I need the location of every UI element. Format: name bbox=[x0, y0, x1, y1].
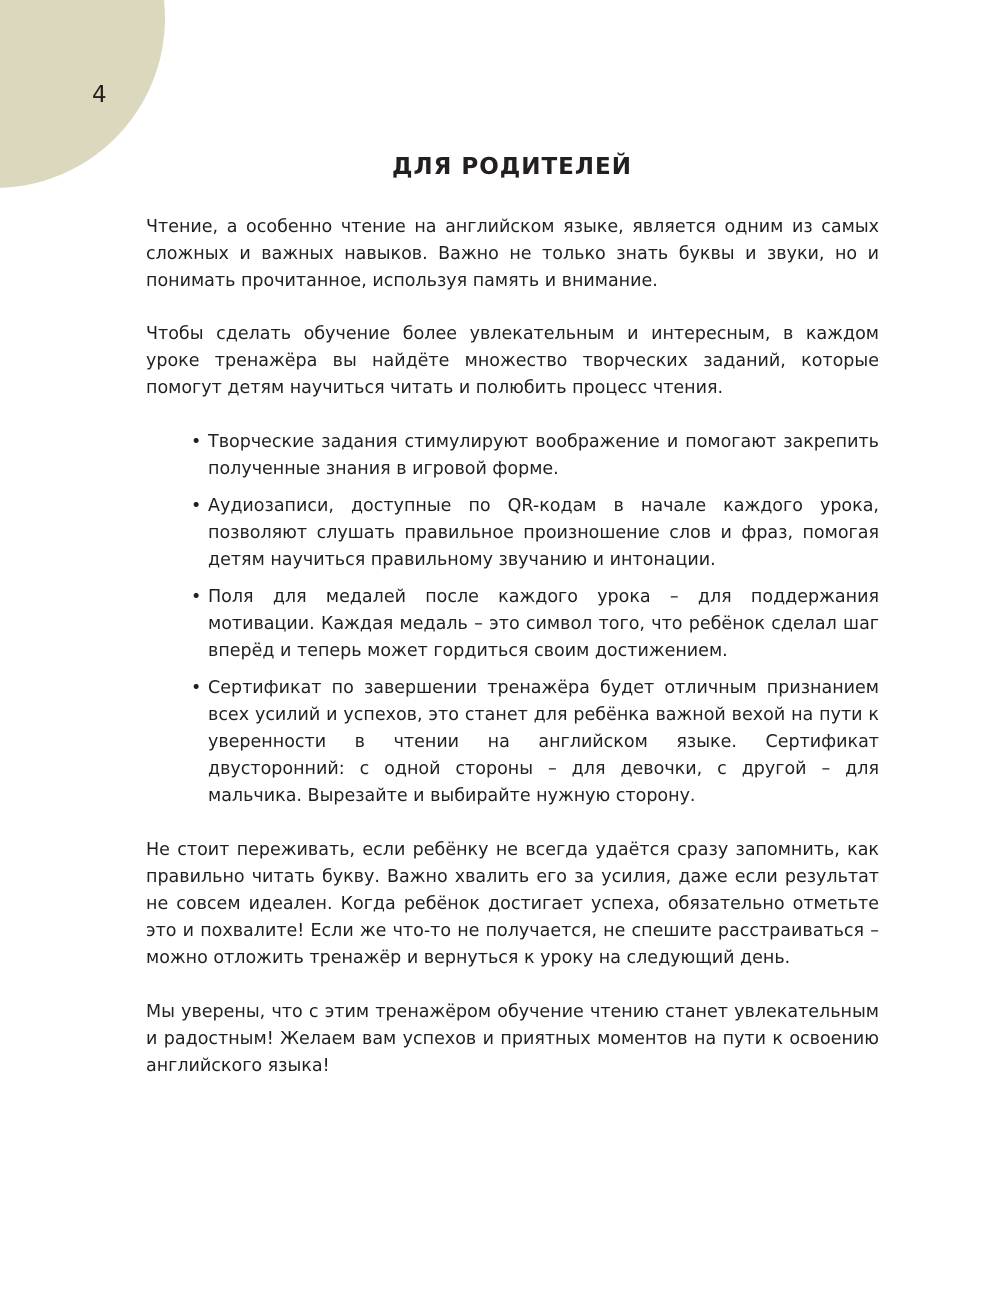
intro-paragraph: Чтение, а особенно чтение на английском языке, является одним из самых сложных и важных навыков. Важно не только знать буквы и звуки, но и понимать прочитанное, используя память и внимание. bbox=[146, 217, 879, 291]
main-content bbox=[146, 214, 879, 1080]
list-item bbox=[146, 493, 879, 574]
list-item-text: Поля для медалей после каждого урока – для поддержания мотивации. Каждая медаль – это символ того, что ребёнок сделал шаг вперёд и теперь может гордиться своим достижением. bbox=[208, 587, 879, 661]
page-title: ДЛЯ РОДИТЕЛЕЙ bbox=[392, 154, 632, 180]
list-item bbox=[146, 675, 879, 810]
list-item-text: Творческие задания стимулируют воображение и помогают закрепить полученные знания в игровой форме. bbox=[208, 432, 879, 479]
features-list bbox=[146, 429, 879, 810]
bullet-icon: • bbox=[191, 587, 202, 607]
list-item-text: Сертификат по завершении тренажёра будет отличным признанием всех усилий и успехов, это станет для ребёнка важной вехой на пути к уверенности в чтении на английском языке. Сертификат двусторонний: с одной стороны – для девочки, с другой – для мальчика. Вырезайте и выбирайте нужную сторону. bbox=[208, 678, 879, 806]
list-item bbox=[146, 584, 879, 665]
tasks-paragraph: Чтобы сделать обучение более увлекательным и интересным, в каждом уроке тренажёра вы найдёте множество творческих заданий, которые помогут детям научиться читать и полюбить процесс чтения. bbox=[146, 324, 879, 398]
bullet-icon: • bbox=[191, 496, 202, 516]
list-item-text: Аудиозаписи, доступные по QR-кодам в начале каждого урока, позволяют слушать правильное произношение слов и фраз, помогая детям научиться правильному звучанию и интонации. bbox=[208, 496, 879, 570]
page-number: 4 bbox=[92, 82, 107, 108]
encouragement-paragraph: Не стоит переживать, если ребёнку не всегда удаётся сразу запомнить, как правильно читать букву. Важно хвалить его за усилия, даже если результат не совсем идеален. Когда ребёнок достигает успеха, обязательно отметьте это и похвалите! Если же что-то не получается, не спешите расстраиваться – можно отложить тренажёр и вернуться к уроку на следующий день. bbox=[146, 840, 879, 968]
closing-paragraph: Мы уверены, что с этим тренажёром обучение чтению станет увлекательным и радостным! Желаем вам успехов и приятных моментов на пути к освоению английского языка! bbox=[146, 1002, 879, 1076]
bullet-icon: • bbox=[191, 678, 202, 698]
bullet-icon: • bbox=[191, 432, 202, 452]
list-item bbox=[146, 429, 879, 483]
